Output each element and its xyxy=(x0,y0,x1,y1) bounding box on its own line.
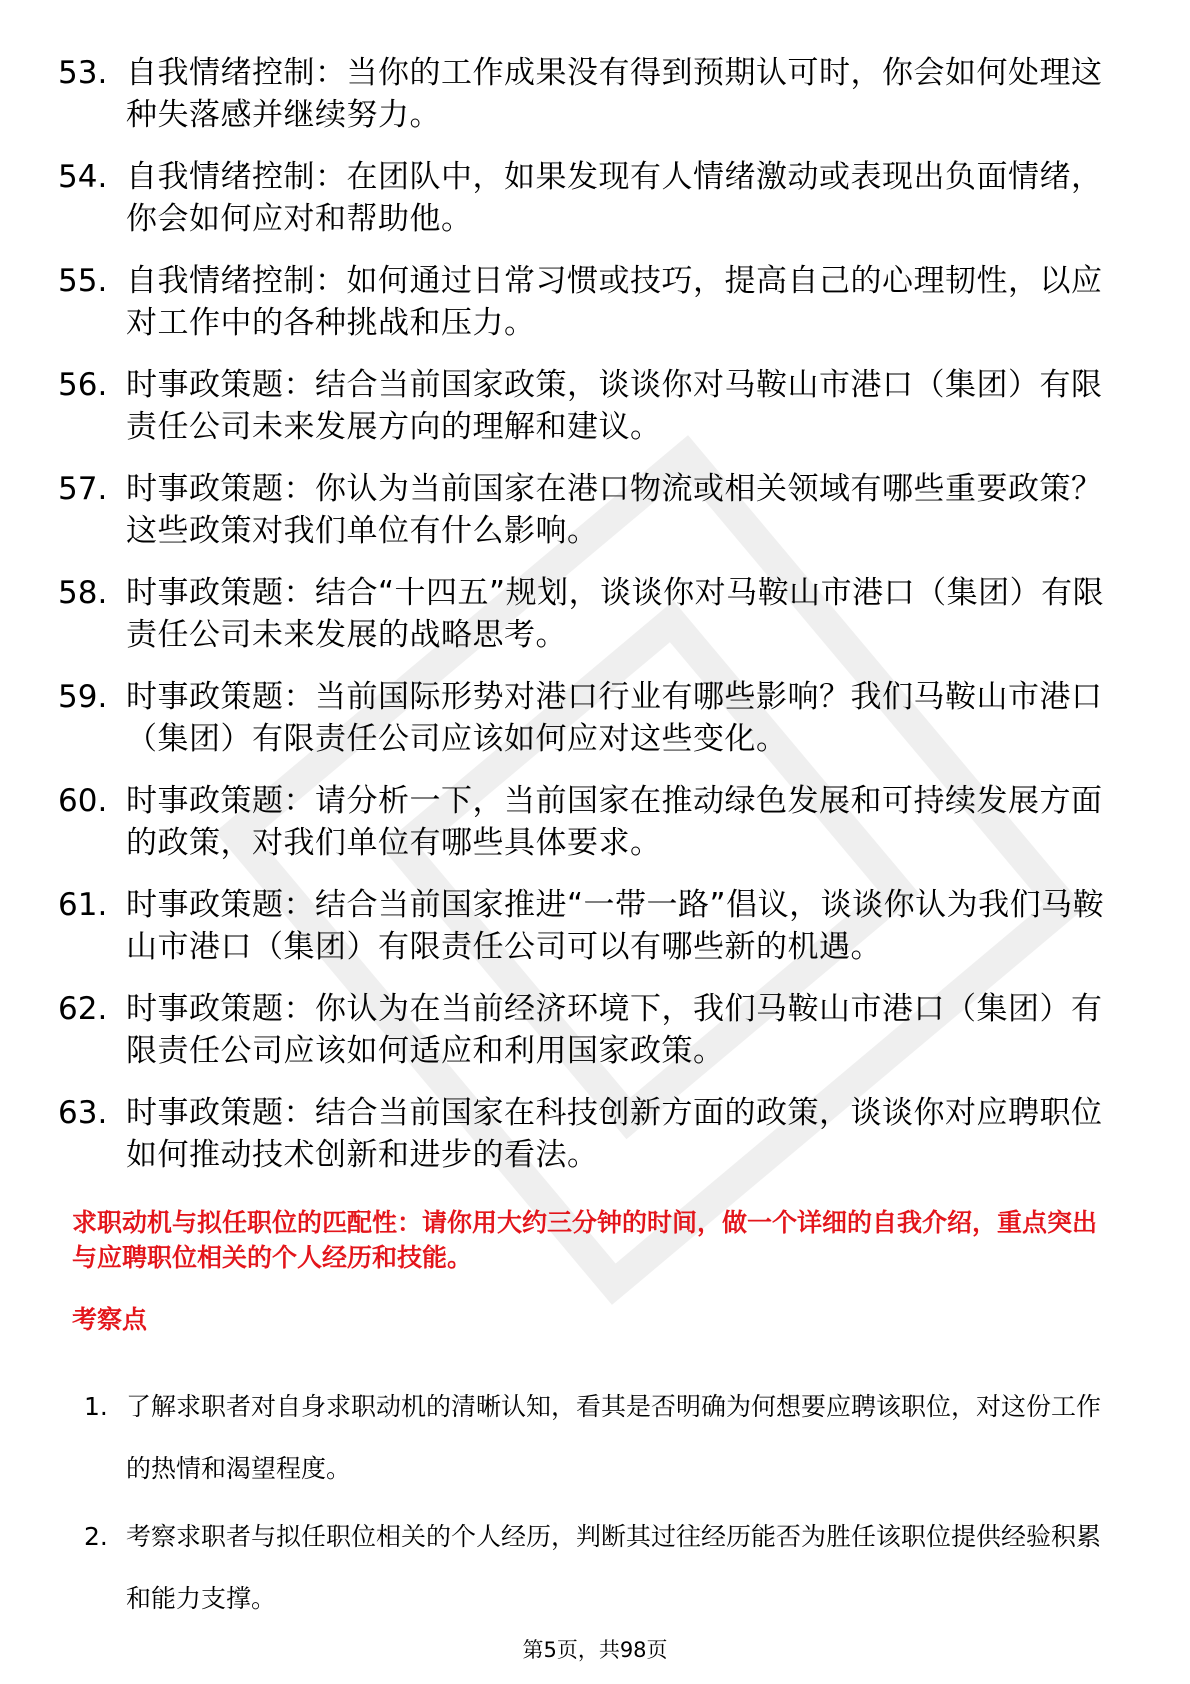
question-text: 自我情绪控制：在团队中，如果发现有人情绪激动或表现出负面情绪，你会如何应对和帮助他。 xyxy=(126,159,1103,237)
assessment-points-label: 考察点 xyxy=(72,1305,148,1334)
question-number: 58. xyxy=(58,575,108,611)
question-text: 时事政策题：结合当前国家推进“一带一路”倡议，谈谈你认为我们马鞍山市港口（集团）有限责任公司可以有哪些新的机遇。 xyxy=(126,887,1105,965)
section-heading: 求职动机与拟任职位的匹配性：请你用大约三分钟的时间，做一个详细的自我介绍，重点突出与应聘职位相关的个人经历和技能。 xyxy=(72,1208,1098,1272)
question-item xyxy=(58,884,1118,968)
question-text: 自我情绪控制：当你的工作成果没有得到预期认可时，你会如何处理这种失落感并继续努力。 xyxy=(126,55,1103,133)
question-number: 59. xyxy=(58,679,108,715)
assessment-point-text: 考察求职者与拟任职位相关的个人经历，判断其过往经历能否为胜任该职位提供经验积累和能力支撑。 xyxy=(126,1522,1102,1613)
question-number: 60. xyxy=(58,783,108,819)
question-text: 时事政策题：结合“十四五”规划，谈谈你对马鞍山市港口（集团）有限责任公司未来发展的战略思考。 xyxy=(126,575,1105,653)
question-item xyxy=(58,676,1118,760)
assessment-point-text: 了解求职者对自身求职动机的清晰认知，看其是否明确为何想要应聘该职位，对这份工作的热情和渴望程度。 xyxy=(126,1392,1102,1483)
question-text: 时事政策题：你认为当前国家在港口物流或相关领域有哪些重要政策？这些政策对我们单位有什么影响。 xyxy=(126,471,1103,549)
question-number: 57. xyxy=(58,471,108,507)
question-item xyxy=(58,572,1118,656)
question-item xyxy=(58,1092,1118,1176)
question-text: 时事政策题：当前国际形势对港口行业有哪些影响？我们马鞍山市港口（集团）有限责任公司应该如何应对这些变化。 xyxy=(126,679,1103,757)
question-item xyxy=(58,156,1118,240)
question-number: 62. xyxy=(58,991,108,1027)
assessment-point xyxy=(84,1506,1114,1630)
question-text: 时事政策题：请分析一下，当前国家在推动绿色发展和可持续发展方面的政策，对我们单位有哪些具体要求。 xyxy=(126,783,1103,861)
assessment-point-number: 2. xyxy=(84,1522,108,1551)
question-item xyxy=(58,468,1118,552)
question-number: 54. xyxy=(58,159,108,195)
assessment-point-number: 1. xyxy=(84,1392,108,1421)
page-number: 第5页，共98页 xyxy=(522,1638,668,1662)
assessment-points-list xyxy=(84,1376,1114,1636)
question-number: 63. xyxy=(58,1095,108,1131)
question-number: 55. xyxy=(58,263,108,299)
question-item xyxy=(58,260,1118,344)
question-item xyxy=(58,52,1118,136)
question-item xyxy=(58,988,1118,1072)
assessment-point xyxy=(84,1376,1114,1500)
question-text: 自我情绪控制：如何通过日常习惯或技巧，提高自己的心理韧性，以应对工作中的各种挑战和压力。 xyxy=(126,263,1103,341)
question-text: 时事政策题：结合当前国家政策，谈谈你对马鞍山市港口（集团）有限责任公司未来发展方向的理解和建议。 xyxy=(126,367,1103,445)
question-text: 时事政策题：结合当前国家在科技创新方面的政策，谈谈你对应聘职位如何推动技术创新和进步的看法。 xyxy=(126,1095,1103,1173)
question-text: 时事政策题：你认为在当前经济环境下，我们马鞍山市港口（集团）有限责任公司应该如何适应和利用国家政策。 xyxy=(126,991,1103,1069)
question-item xyxy=(58,364,1118,448)
question-list xyxy=(58,52,1118,1196)
question-number: 56. xyxy=(58,367,108,403)
question-number: 61. xyxy=(58,887,108,923)
question-item xyxy=(58,780,1118,864)
question-number: 53. xyxy=(58,55,108,91)
